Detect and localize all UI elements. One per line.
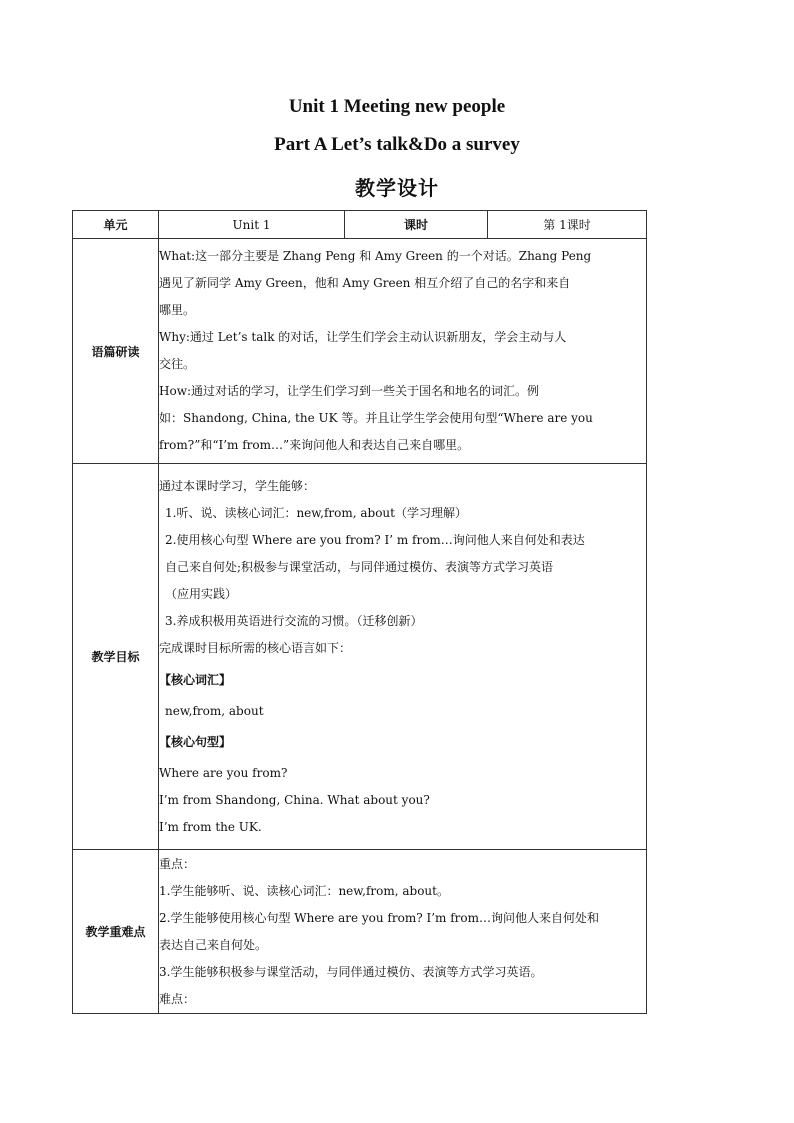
language-intro: 完成课时目标所需的核心语言如下： [159,640,352,655]
objectives-intro: 通过本课时学习，学生能够： [159,478,316,493]
document-heading: 教学设计 [355,176,439,200]
objective-item: （应用实践） [165,586,238,601]
analysis-line: Why:通过 Let’s talk 的对话，让学生们学会主动认识新朋友，学会主动与人 [159,330,567,344]
objectives-row [73,464,647,850]
analysis-line: How:通过对话的学习，让学生们学习到一些关于国名和地名的词汇。例 [159,384,540,398]
document-title: Unit 1 Meeting new people [288,96,506,117]
core-sentence: I’m from the UK. [159,819,262,834]
key-point-line: 1.学生能够听、说、读核心词汇：new,from, about。 [159,883,449,898]
analysis-line: What:这一部分主要是 Zhang Peng 和 Amy Green 的一个对话。Zhang Peng [159,249,592,263]
objectives-content [159,464,647,850]
sentence-heading: 【核心句型】 [159,734,232,749]
analysis-label: 语篇研读 [73,239,159,464]
analysis-content [159,239,647,464]
vocab-list: new,from, about [165,703,264,718]
objective-item: 1.听、说、读核心词汇：new,from, about（学习理解） [165,505,467,520]
unit-value: Unit 1 [159,211,345,239]
period-label: 课时 [345,211,488,239]
header-row [73,211,647,239]
core-sentence: I’m from Shandong, China. What about you? [159,792,430,807]
objectives-label: 教学目标 [73,464,159,850]
analysis-line: 哪里。 [159,303,196,317]
objective-item: 2.使用核心句型 Where are you from? I’ m from…询问他人来自何处和表达 [165,532,585,547]
key-point-line: 重点： [159,856,196,871]
key-point-line: 表达自己来自何处。 [159,937,268,952]
analysis-line: 如：Shandong, China, the UK 等。并且让学生学会使用句型“Where are you [159,411,593,425]
analysis-line: 遇见了新同学 Amy Green，他和 Amy Green 相互介绍了自己的名字和来自 [159,276,571,290]
document-subtitle: Part A Let’s talk&Do a survey [274,134,520,155]
lesson-plan-table [72,210,647,1014]
key-point-line: 2.学生能够使用核心句型 Where are you from? I’m from…询问他人来自何处和 [159,910,599,925]
vocab-heading: 【核心词汇】 [159,672,232,687]
objective-item: 自己来自何处;积极参与课堂活动，与同伴通过模仿、表演等方式学习英语 [165,559,554,574]
key-point-line: 3.学生能够积极参与课堂活动，与同伴通过模仿、表演等方式学习英语。 [159,964,543,979]
objective-item: 3.养成积极用英语进行交流的习惯。（迁移创新） [165,613,423,628]
key-points-content [159,850,647,1014]
key-points-label: 教学重难点 [73,850,159,1014]
unit-label: 单元 [73,211,159,239]
period-value: 第 1课时 [488,211,647,239]
analysis-line: 交往。 [159,357,196,371]
key-points-row [73,850,647,1014]
core-sentence: Where are you from? [159,765,288,780]
analysis-row [73,239,647,464]
analysis-line: from?”和“I’m from…”来询问他人和表达自己来自哪里。 [159,438,470,452]
key-point-line: 难点： [159,991,196,1006]
